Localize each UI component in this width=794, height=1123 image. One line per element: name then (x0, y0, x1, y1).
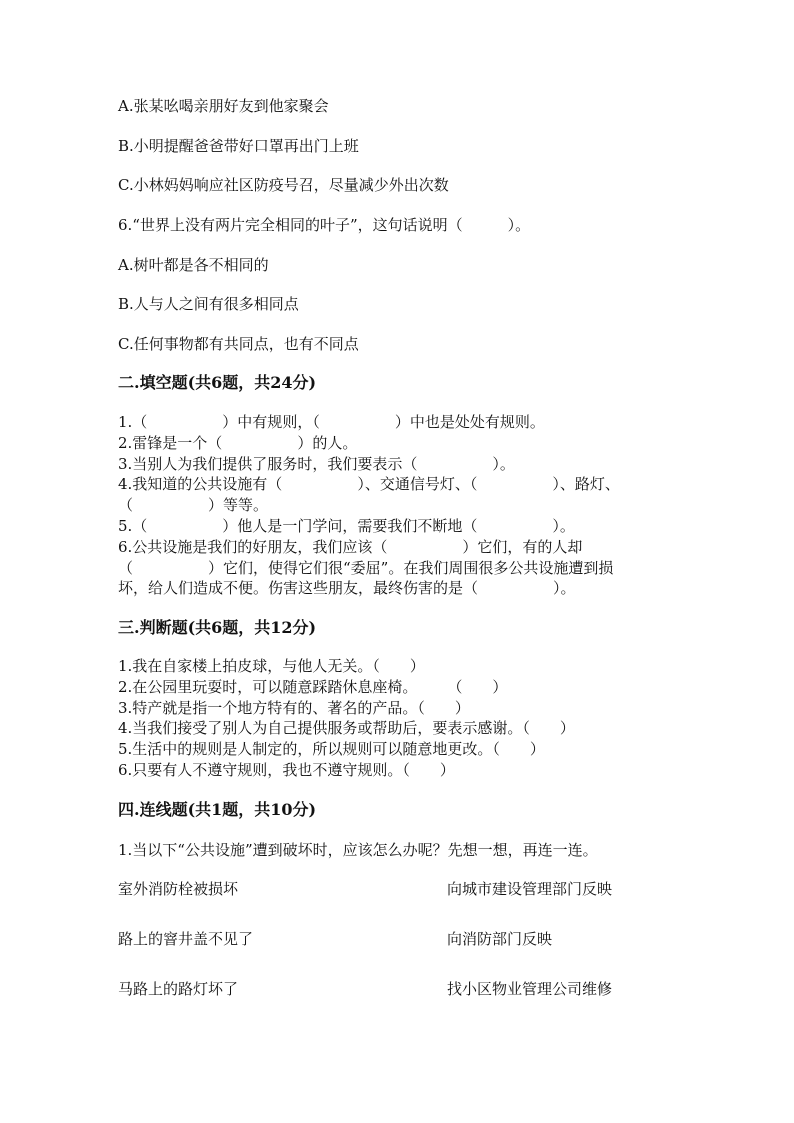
judge-line: 3.特产就是指一个地方特有的、著名的产品。（ ） (118, 698, 470, 717)
fill-line: （ ）等等。 (118, 496, 269, 515)
q6-option-b: B.人与人之间有很多相同点 (118, 295, 299, 313)
q5-option-c: C.小林妈妈响应社区防疫号召，尽量减少外出次数 (118, 176, 449, 194)
fill-section-heading: 二.填空题(共6题，共24分) (118, 373, 317, 392)
judge-section-heading: 三.判断题(共6题，共12分) (118, 618, 317, 637)
judge-line: 5.生活中的规则是人制定的，所以规则可以随意地更改。（ ） (118, 740, 545, 759)
q5-option-b: B.小明提醒爸爸带好口罩再出门上班 (118, 137, 359, 155)
fill-line: （ ）它们，使得它们很“委屈”。在我们周围很多公共设施遭到损 (118, 558, 614, 577)
match-right-item: 找小区物业管理公司维修 (447, 980, 613, 998)
judge-questions (118, 656, 678, 781)
judge-line: 4.当我们接受了别人为自己提供服务或帮助后，要表示感谢。（ ） (118, 719, 575, 738)
judge-line: 2.在公园里玩耍时，可以随意踩踏休息座椅。 （ ） (118, 677, 508, 696)
match-left-item: 室外消防栓被损坏 (118, 880, 239, 898)
q5-option-a: A.张某吆喝亲朋好友到他家聚会 (118, 97, 329, 115)
match-question: 1.当以下“公共设施”遭到破坏时，应该怎么办呢？先想一想，再连一连。 (118, 841, 598, 859)
match-right-item: 向消防部门反映 (447, 930, 553, 948)
fill-line: 1.（ ）中有规则，（ ）中也是处处有规则。 (118, 413, 545, 431)
fill-line: 2.雷锋是一个（ ）的人。 (118, 433, 358, 452)
fill-line: 3.当别人为我们提供了服务时，我们要表示（ ）。 (118, 454, 515, 473)
fill-line: 坏，给人们造成不便。伤害这些朋友，最终伤害的是（ ）。 (118, 579, 576, 598)
match-section-heading: 四.连线题(共1题，共10分) (118, 800, 317, 819)
judge-line: 6.只要有人不遵守规则，我也不遵守规则。（ ） (118, 760, 455, 779)
q6-question: 6.“世界上没有两片完全相同的叶子”，这句话说明（ ）。 (118, 216, 531, 234)
fill-line: 5.（ ）他人是一门学问，需要我们不断地（ ）。 (118, 516, 575, 535)
fill-line: 4.我知道的公共设施有（ ）、交通信号灯、（ ）、路灯、 (118, 475, 620, 494)
judge-line: 1.我在自家楼上拍皮球，与他人无关。（ ） (118, 657, 425, 675)
match-left-item: 路上的窨井盖不见了 (118, 930, 254, 948)
match-left-item: 马路上的路灯坏了 (118, 980, 239, 998)
q6-option-a: A.树叶都是各不相同的 (118, 256, 269, 274)
match-right-item: 向城市建设管理部门反映 (447, 880, 613, 898)
fill-line: 6.公共设施是我们的好朋友，我们应该（ ）它们，有的人却 (118, 537, 583, 556)
q6-option-c: C.任何事物都有共同点，也有不同点 (118, 335, 359, 353)
fill-questions (118, 412, 678, 599)
